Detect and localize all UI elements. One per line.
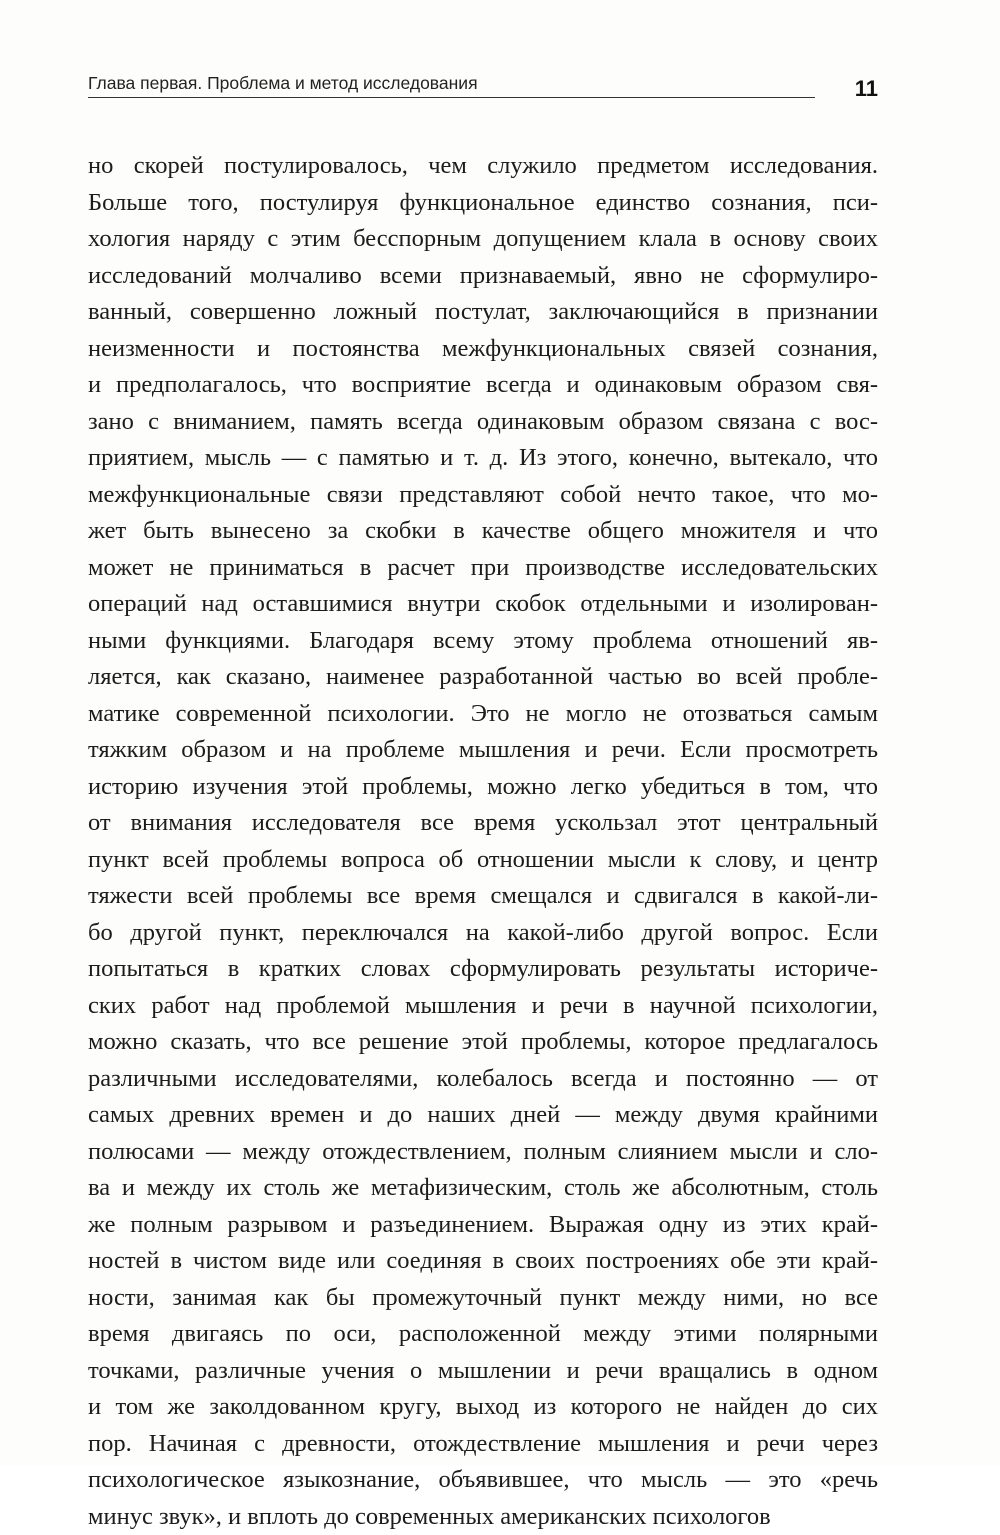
text-line: полюсами — между отождествлением, полным слиянием мысли и сло- — [88, 1134, 878, 1171]
text-line: приятием, мысль — с памятью и т. д. Из этого, конечно, вытекало, что — [88, 440, 878, 477]
text-line: историю изучения этой проблемы, можно легко убедиться в том, что — [88, 769, 878, 806]
text-line: ляется, как сказано, наименее разработанной частью во всей пробле- — [88, 659, 878, 696]
text-line: ности, занимая как бы промежуточный пункт между ними, но все — [88, 1280, 878, 1317]
text-line: время двигаясь по оси, расположенной между этими полярными — [88, 1316, 878, 1353]
text-line: может не приниматься в расчет при производстве исследовательских — [88, 550, 878, 587]
text-line: но скорей постулировалось, чем служило предметом исследования. — [88, 148, 878, 185]
text-line: тяжести всей проблемы все время смещался и сдвигался в какой-ли- — [88, 878, 878, 915]
text-line: точками, различные учения о мышлении и речи вращались в одном — [88, 1353, 878, 1390]
text-line: пункт всей проблемы вопроса об отношении мысли к слову, и центр — [88, 842, 878, 879]
text-line: бо другой пункт, переключался на какой-либо другой вопрос. Если — [88, 915, 878, 952]
text-line: исследований молчаливо всеми признаваемый, явно не сформулиро- — [88, 258, 878, 295]
text-line: межфункциональные связи представляют собой нечто такое, что мо- — [88, 477, 878, 514]
page-number: 11 — [855, 76, 878, 102]
text-line: тяжким образом и на проблеме мышления и речи. Если просмотреть — [88, 732, 878, 769]
text-line: жет быть вынесено за скобки в качестве общего множителя и что — [88, 513, 878, 550]
running-header — [88, 72, 878, 106]
body-text — [88, 148, 878, 1535]
text-line: матике современной психологии. Это не могло не отозваться самым — [88, 696, 878, 733]
text-line: пор. Начиная с древности, отождествление мышления и речи через — [88, 1426, 878, 1463]
text-line: от внимания исследователя все время ускользал этот центральный — [88, 805, 878, 842]
text-line: попытаться в кратких словах сформулировать результаты историче- — [88, 951, 878, 988]
text-line: операций над оставшимися внутри скобок отдельными и изолирован- — [88, 586, 878, 623]
text-line: ских работ над проблемой мышления и речи в научной психологии, — [88, 988, 878, 1025]
text-line: ностей в чистом виде или соединяя в своих построениях обе эти край- — [88, 1243, 878, 1280]
text-line: зано с вниманием, память всегда одинаковым образом связана с вос- — [88, 404, 878, 441]
text-line: ва и между их столь же метафизическим, столь же абсолютным, столь — [88, 1170, 878, 1207]
text-line: можно сказать, что все решение этой проблемы, которое предлагалось — [88, 1024, 878, 1061]
text-line: хология наряду с этим бесспорным допущением клала в основу своих — [88, 221, 878, 258]
text-line: минус звук», и вплоть до современных американских психологов — [88, 1499, 878, 1535]
text-line: различными исследователями, колебалось всегда и постоянно — от — [88, 1061, 878, 1098]
text-line: самых древних времен и до наших дней — между двумя крайними — [88, 1097, 878, 1134]
text-line: неизменности и постоянства межфункциональных связей сознания, — [88, 331, 878, 368]
header-rule — [88, 97, 815, 98]
chapter-title: Глава первая. Проблема и метод исследования — [88, 72, 478, 94]
text-line: Больше того, постулируя функциональное единство сознания, пси- — [88, 185, 878, 222]
text-line: и том же заколдованном кругу, выход из которого не найден до сих — [88, 1389, 878, 1426]
text-line: ными функциями. Благодаря всему этому проблема отношений яв- — [88, 623, 878, 660]
text-line: же полным разрывом и разъединением. Выражая одну из этих край- — [88, 1207, 878, 1244]
text-line: ванный, совершенно ложный постулат, заключающийся в признании — [88, 294, 878, 331]
text-line: психологическое языкознание, объявившее, что мысль — это «речь — [88, 1462, 878, 1499]
text-line: и предполагалось, что восприятие всегда и одинаковым образом свя- — [88, 367, 878, 404]
